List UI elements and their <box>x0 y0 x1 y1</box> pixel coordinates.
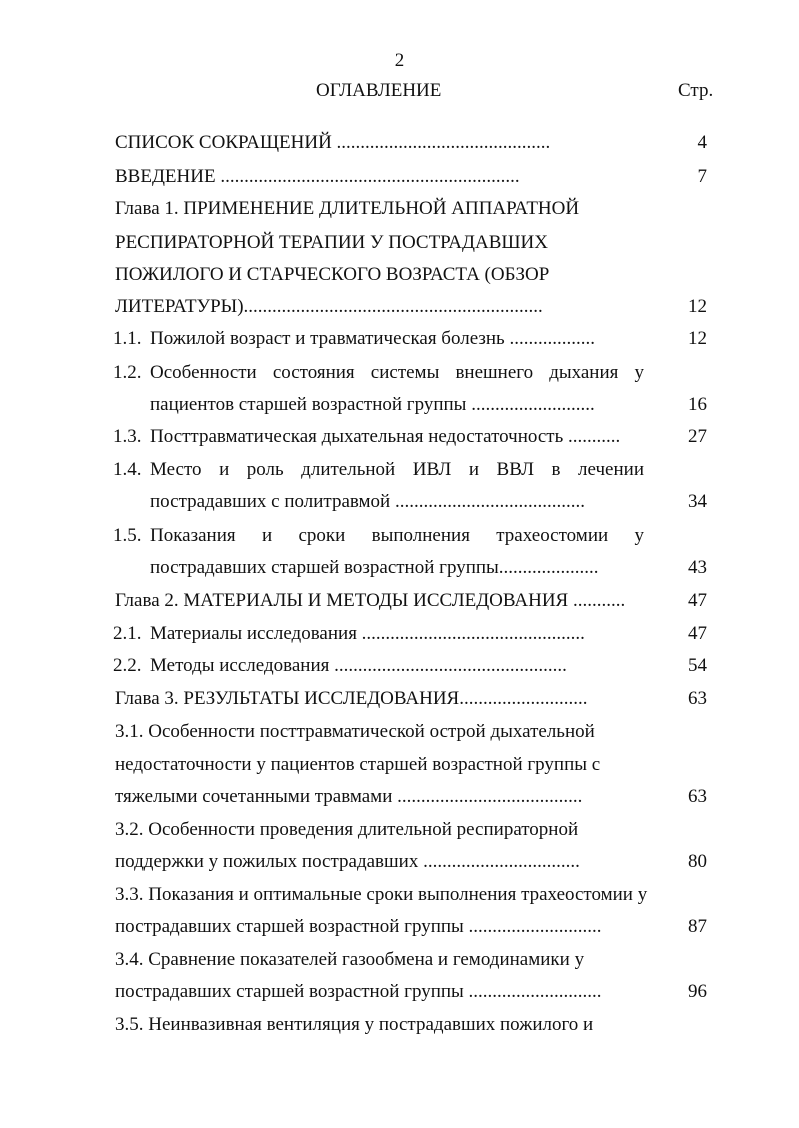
toc-entry-3-1-line-3[interactable]: тяжелыми сочетанными травмами ....................................... <box>115 786 583 807</box>
toc-entry-page: 7 <box>697 166 707 187</box>
page-column-label: Стр. <box>678 80 714 101</box>
toc-entry-page: 47 <box>688 590 707 611</box>
toc-entry-3-1-line-1[interactable]: 3.1. Особенности посттравматической острой дыхательной <box>115 721 595 742</box>
toc-entry-page: 63 <box>688 688 707 709</box>
toc-entry-3-5-line-1[interactable]: 3.5. Неинвазивная вентиляция у пострадавших пожилого и <box>115 1014 594 1035</box>
toc-entry-chapter-3[interactable]: Глава 3. РЕЗУЛЬТАТЫ ИССЛЕДОВАНИЯ........................... <box>115 688 588 709</box>
toc-entry-page: 27 <box>688 426 707 447</box>
toc-entry-1-3[interactable]: Посттравматическая дыхательная недостаточность ........... <box>150 426 621 447</box>
toc-entry-number: 1.5. <box>113 525 142 546</box>
toc-entry-3-4-line-1[interactable]: 3.4. Сравнение показателей газообмена и гемодинамики у <box>115 949 585 970</box>
toc-entry-1-5-line-1[interactable]: Показания и сроки выполнения трахеостомии у <box>150 525 644 546</box>
toc-entry-number: 2.2. <box>113 655 142 676</box>
toc-entry-page: 34 <box>688 491 707 512</box>
toc-entry-1-4-line-1[interactable]: Место и роль длительной ИВЛ и ВВЛ в лечении <box>150 459 644 480</box>
toc-entry-page: 63 <box>688 786 707 807</box>
toc-entry-3-4-line-2[interactable]: пострадавших старшей возрастной группы ............................ <box>115 981 602 1002</box>
toc-entry-number: 2.1. <box>113 623 142 644</box>
toc-entry-1-2-line-1[interactable]: Особенности состояния системы внешнего дыхания у <box>150 362 644 383</box>
toc-entry-abbreviations[interactable]: СПИСОК СОКРАЩЕНИЙ ............................................. <box>115 132 551 153</box>
toc-entry-page: 54 <box>688 655 707 676</box>
toc-entry-number: 1.4. <box>113 459 142 480</box>
toc-entry-number: 1.2. <box>113 362 142 383</box>
toc-entry-3-2-line-1[interactable]: 3.2. Особенности проведения длительной респираторной <box>115 819 579 840</box>
toc-entry-1-2-line-2[interactable]: пациентов старшей возрастной группы .......................... <box>150 394 595 415</box>
toc-entry-chapter-2[interactable]: Глава 2. МАТЕРИАЛЫ И МЕТОДЫ ИССЛЕДОВАНИЯ ........... <box>115 590 626 611</box>
toc-entry-number: 1.1. <box>113 328 142 349</box>
toc-entry-page: 96 <box>688 981 707 1002</box>
toc-entry-page: 43 <box>688 557 707 578</box>
toc-entry-chapter-1-line-4[interactable]: ЛИТЕРАТУРЫ)............................................................... <box>115 296 543 317</box>
toc-entry-3-2-line-2[interactable]: поддержки у пожилых пострадавших ................................. <box>115 851 580 872</box>
toc-entry-2-1[interactable]: Материалы исследования ............................................... <box>150 623 585 644</box>
toc-entry-introduction[interactable]: ВВЕДЕНИЕ ............................................................... <box>115 166 520 187</box>
toc-entry-3-1-line-2[interactable]: недостаточности у пациентов старшей возрастной группы с <box>115 754 601 775</box>
toc-entry-chapter-1-line-3[interactable]: ПОЖИЛОГО И СТАРЧЕСКОГО ВОЗРАСТА (ОБЗОР <box>115 264 550 285</box>
toc-entry-3-3-line-2[interactable]: пострадавших старшей возрастной группы ............................ <box>115 916 602 937</box>
toc-entry-chapter-1-line-2[interactable]: РЕСПИРАТОРНОЙ ТЕРАПИИ У ПОСТРАДАВШИХ <box>115 232 548 253</box>
toc-entry-1-5-line-2[interactable]: пострадавших старшей возрастной группы..................... <box>150 557 599 578</box>
toc-entry-page: 12 <box>688 328 707 349</box>
toc-entry-2-2[interactable]: Методы исследования ................................................. <box>150 655 567 676</box>
toc-entry-page: 47 <box>688 623 707 644</box>
toc-entry-chapter-1-line-1[interactable]: Глава 1. ПРИМЕНЕНИЕ ДЛИТЕЛЬНОЙ АППАРАТНОЙ <box>115 198 580 219</box>
toc-title: ОГЛАВЛЕНИЕ <box>316 80 442 101</box>
toc-entry-page: 87 <box>688 916 707 937</box>
toc-entry-1-1[interactable]: Пожилой возраст и травматическая болезнь .................. <box>150 328 595 349</box>
toc-entry-page: 4 <box>697 132 707 153</box>
toc-entry-1-4-line-2[interactable]: пострадавших с политравмой ........................................ <box>150 491 585 512</box>
toc-entry-number: 1.3. <box>113 426 142 447</box>
toc-entry-page: 12 <box>688 296 707 317</box>
toc-entry-page: 80 <box>688 851 707 872</box>
page-number: 2 <box>394 50 405 71</box>
toc-entry-3-3-line-1[interactable]: 3.3. Показания и оптимальные сроки выполнения трахеостомии у <box>115 884 648 905</box>
toc-entry-page: 16 <box>688 394 707 415</box>
